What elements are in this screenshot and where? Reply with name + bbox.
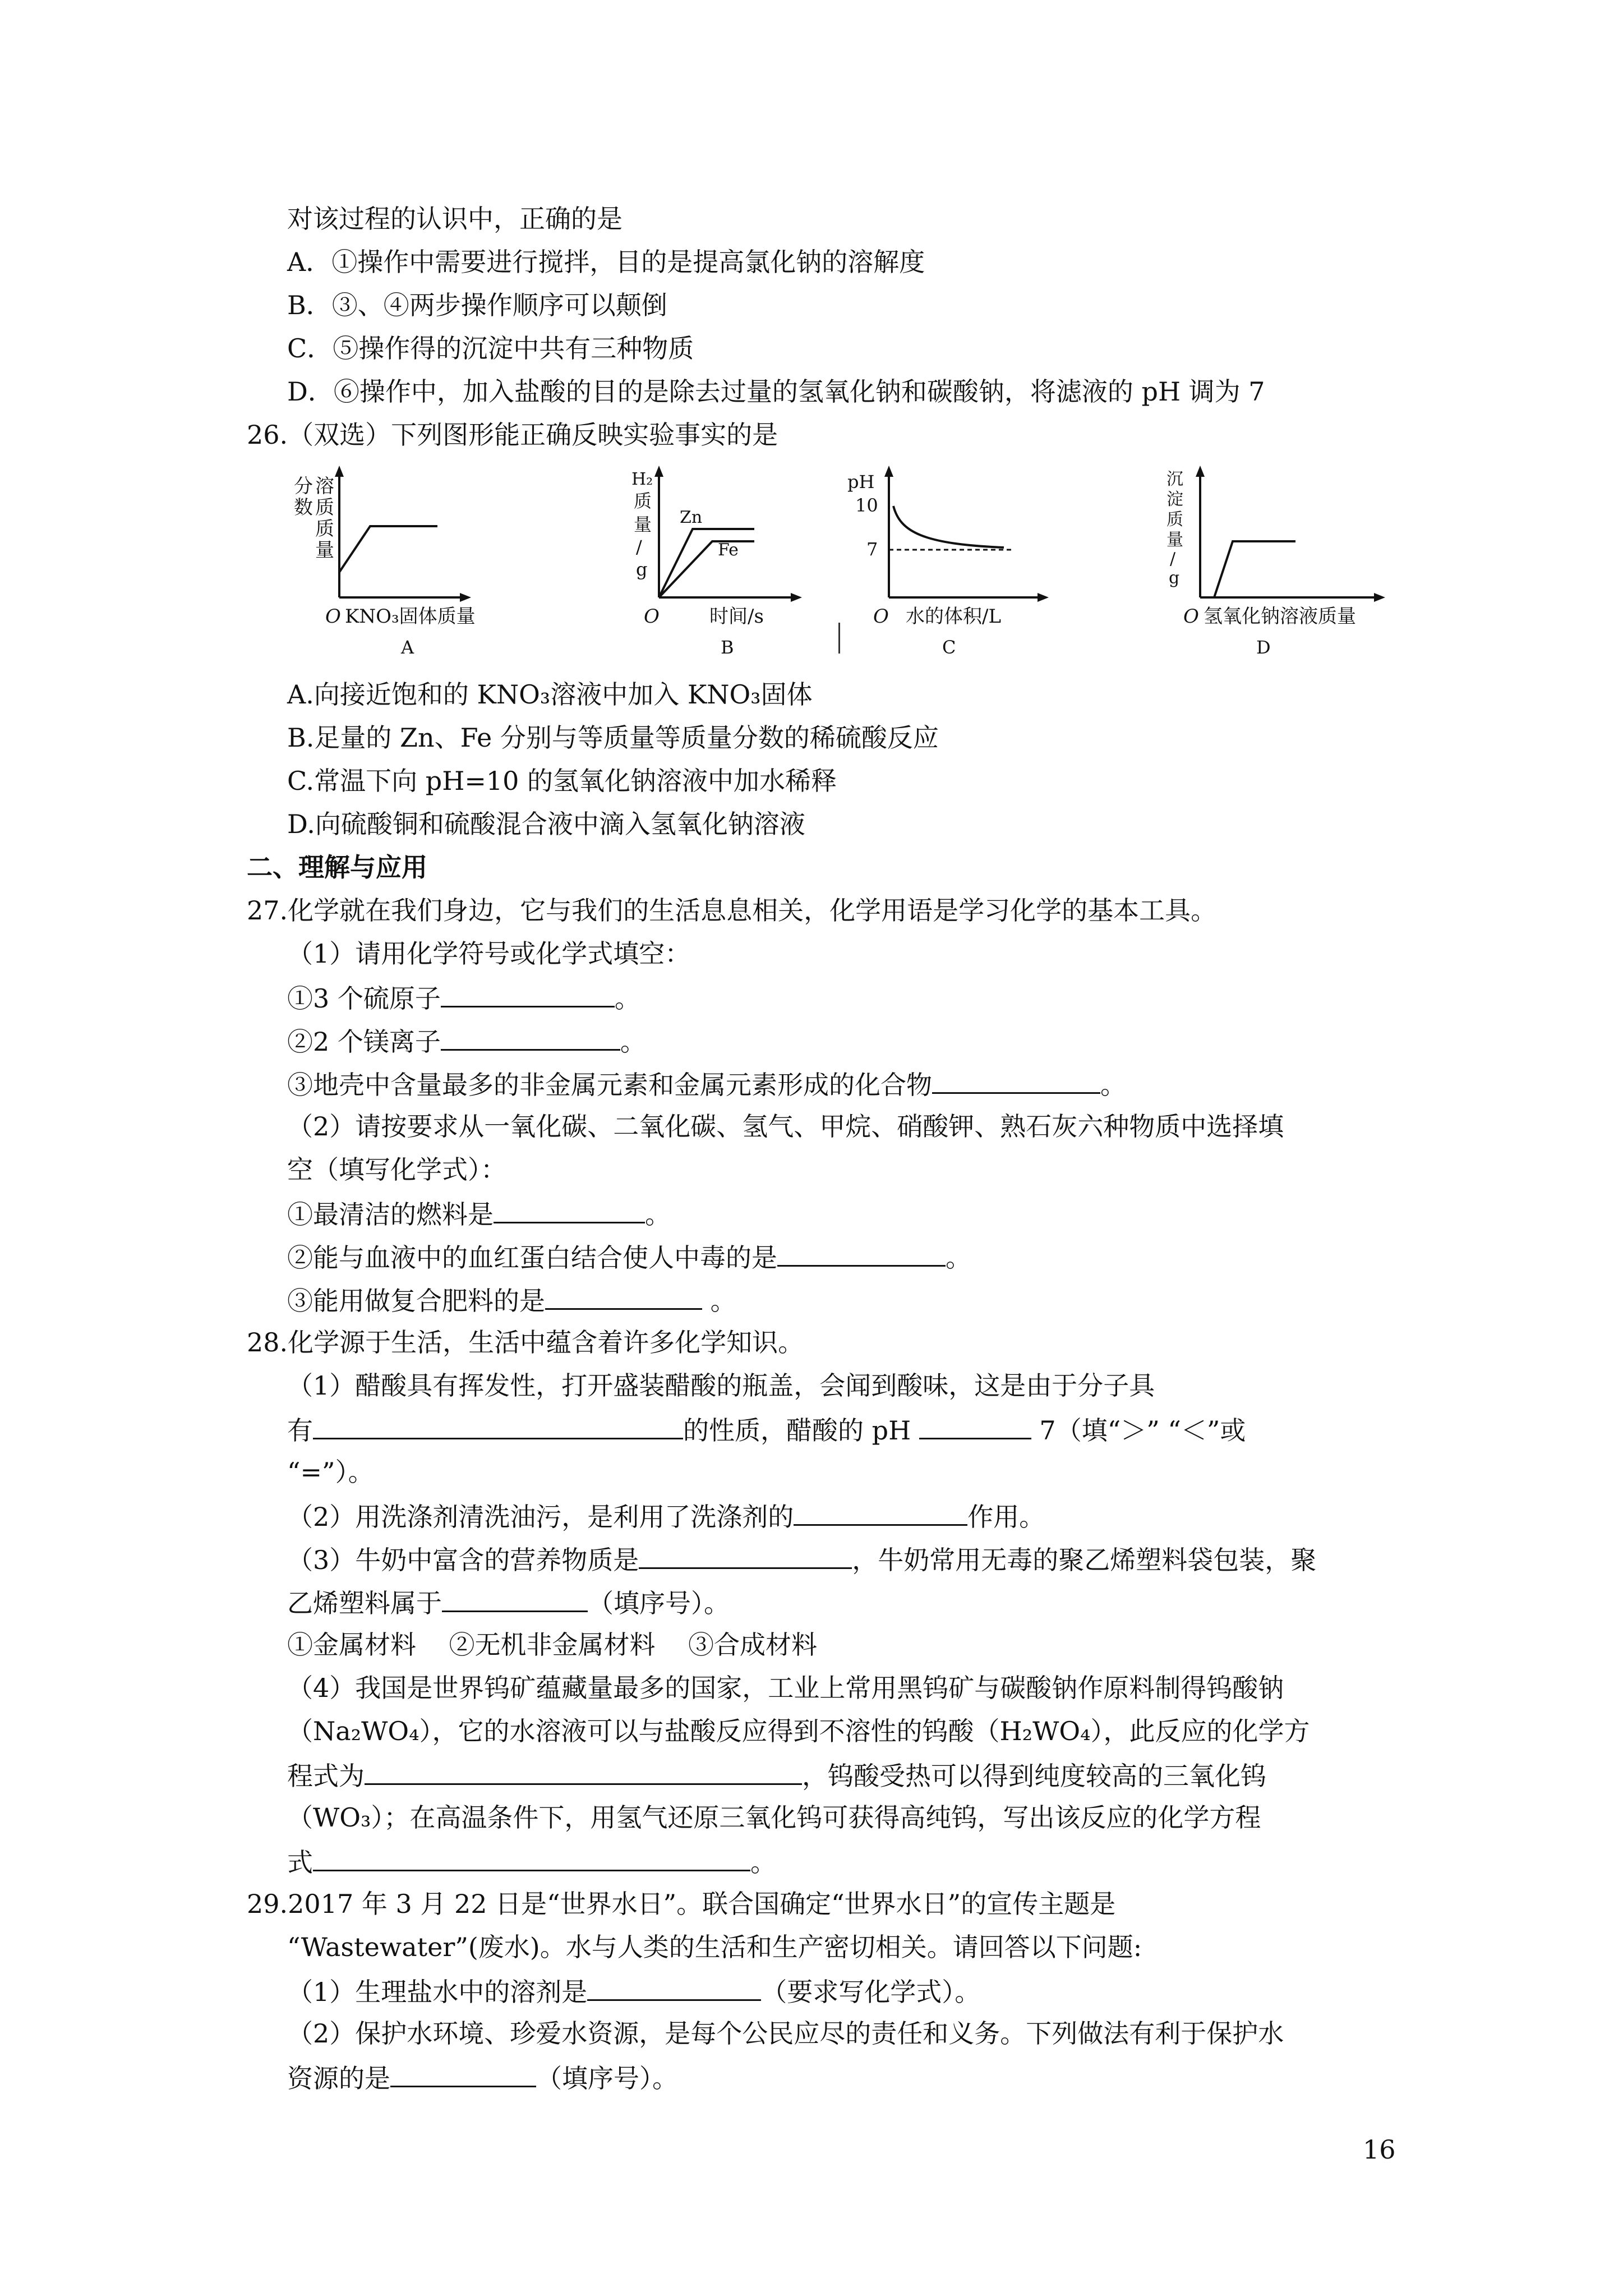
q27-2a [287,1196,671,1231]
q28-1b-blank-2[interactable] [919,1412,1031,1439]
graph-d-y-label-5: / [1170,549,1176,569]
graph-d [1155,460,1413,656]
q28-1b-pre: 有 [287,1415,313,1446]
graph-b-y-label-2: 量 [634,514,652,535]
q25-option-a: A．①操作中需要进行搅拌，目的是提高氯化钠的溶解度 [287,247,925,277]
graph-a [286,460,544,656]
q27-1a-text: ①3 个硫原子 [287,983,441,1014]
q29-part1 [287,1973,980,2009]
graph-b-line-zn: Zn [680,508,703,527]
q27-2b-blank[interactable] [777,1239,946,1267]
q28-3b-pre: 乙烯塑料属于 [287,1588,442,1618]
q27-part1: （1）请用化学符号或化学式填空： [287,938,691,969]
q26-option-d: D.向硫酸铜和硫酸混合液中滴入氢氧化钠溶液 [287,809,805,839]
q27-2b-period: 。 [946,1243,971,1273]
q27-1a-period: 。 [614,983,640,1014]
graph-d-y-label-3: 质 [1166,510,1183,530]
q29-part2-b [287,2060,678,2095]
graph-d-caption: D [1256,637,1271,656]
graph-b [617,460,830,656]
graph-a-y-label-3: 质 [315,518,334,540]
q27-1a [287,980,640,1015]
graph-b-x-label: 时间/s [709,605,764,628]
q26-stem: 26.（双选）下列图形能正确反映实验事实的是 [247,420,778,450]
graph-c [844,460,1068,656]
q28-part4-c [287,1757,1266,1793]
q27-1b-period: 。 [620,1027,646,1057]
graph-c-tick-7: 7 [866,539,878,560]
q28-1b-mid: 的性质，醋酸的 pH [683,1415,919,1446]
q28-2-post: 作用。 [967,1502,1045,1532]
q28-part3-b [287,1585,730,1620]
graph-separator [838,623,840,654]
q28-2-pre: （2）用洗涤剂清洗油污，是利用了洗涤剂的 [287,1502,794,1532]
graph-a-x-label: KNO₃固体质量 [345,605,476,628]
graph-b-y-label-4: g [636,559,648,580]
q27-2a-text: ①最清洁的燃料是 [287,1199,494,1230]
graph-d-y-label-2: 淀 [1166,490,1183,509]
graph-a-caption: A [401,637,414,656]
q25-option-b: B．③、④两步操作顺序可以颠倒 [287,290,667,320]
q27-1c-period: 。 [1100,1070,1126,1100]
q28-4c-pre: 程式为 [287,1761,365,1791]
q28-part3-a [287,1542,1316,1577]
q28-part1-b [287,1412,1246,1447]
graph-d-y-label-1: 沉 [1166,470,1183,489]
q27-1c-blank[interactable] [932,1066,1100,1094]
q27-1b-text: ②2 个镁离子 [287,1027,441,1057]
q28-part2 [287,1498,1045,1534]
graph-b-line-fe: Fe [718,540,739,560]
q28-4c-post: ，钨酸受热可以得到纯度较高的三氧化钨 [802,1761,1266,1791]
graph-b-y-top: H₂ [631,470,653,489]
graph-c-y-label: pH [847,471,875,493]
q28-4e-blank[interactable] [313,1844,750,1871]
q28-part4-b: （Na₂WO₄），它的水溶液可以与盐酸反应得到不溶性的钨酸（H₂WO₄），此反应的化学方 [287,1716,1310,1746]
q28-2-blank[interactable] [794,1498,967,1526]
q28-1b-post: 7（填“＞” “＜”或 [1031,1415,1246,1446]
graph-d-x-label: 氢氧化钠溶液质量 [1204,605,1356,628]
q28-4e-post: 。 [750,1847,776,1878]
q29-2b-blank[interactable] [390,2060,536,2087]
q29-1-blank[interactable] [587,1973,761,2001]
q25-option-c: C．⑤操作得的沉淀中共有三种物质 [287,333,694,364]
q27-part2-a: （2）请按要求从一氧化碳、二氧化碳、氢气、甲烷、硝酸钾、熟石灰六种物质中选择填 [287,1111,1284,1142]
graph-a-y-label-1: 溶 [315,475,334,498]
q29-2b-pre: 资源的是 [287,2063,390,2093]
graph-c-origin: O [873,605,889,628]
q27-1a-blank[interactable] [441,980,615,1007]
graph-a-y-label-4: 量 [315,539,334,562]
section-2-heading: 二、理解与应用 [247,852,427,882]
q27-1b [287,1023,646,1059]
graph-d-origin: O [1183,605,1199,628]
q28-stem: 28.化学源于生活，生活中蕴含着许多化学知识。 [247,1327,804,1358]
q25-stem: 对该过程的认识中，正确的是 [287,204,623,234]
q29-1-post: （要求写化学式）。 [761,1977,981,2007]
q28-3a-pre: （3）牛奶中富含的营养物质是 [287,1545,639,1575]
q27-2b-text: ②能与血液中的血红蛋白结合使人中毒的是 [287,1243,777,1273]
q28-3a-blank[interactable] [639,1542,852,1569]
q29-stem-a: 29.2017 年 3 月 22 日是“世界水日”。联合国确定“世界水日”的宣传主题是 [247,1889,1116,1919]
q29-part2-a: （2）保护水环境、珍爱水资源，是每个公民应尽的责任和义务。下列做法有利于保护水 [287,2018,1284,2049]
graph-c-caption: C [942,637,956,656]
q26-option-b: B.足量的 Zn、Fe 分别与等质量等质量分数的稀硫酸反应 [287,723,939,753]
q28-3b-post: （填序号）。 [588,1588,730,1618]
graph-b-origin: O [644,605,660,628]
graph-c-tick-10: 10 [855,495,878,516]
q27-2c [287,1282,736,1318]
graph-b-y-label-1: 质 [634,490,652,512]
q27-2b [287,1239,971,1274]
graph-a-y-label-2: 质 [315,496,334,519]
q27-1b-blank[interactable] [441,1023,620,1051]
q28-part4-a: （4）我国是世界钨矿蕴藏量最多的国家，工业上常用黑钨矿与碳酸钠作原料制得钨酸钠 [287,1673,1284,1703]
graph-a-y-prefix-1: 分 [294,475,313,498]
graph-b-y-label-3: / [636,536,642,558]
q27-2c-blank[interactable] [545,1282,702,1310]
q29-stem-b: “Wastewater”(废水)。水与人类的生活和生产密切相关。请回答以下问题: [287,1932,1142,1962]
q29-1-pre: （1）生理盐水中的溶剂是 [287,1977,588,2007]
graph-d-y-label-4: 量 [1166,530,1183,550]
graph-c-x-label: 水的体积/L [906,605,1002,628]
q26-option-c: C.常温下向 pH=10 的氢氧化钠溶液中加水稀释 [287,766,837,796]
q26-option-a: A.向接近饱和的 KNO₃溶液中加入 KNO₃固体 [287,679,813,710]
q28-3b-blank[interactable] [442,1585,588,1612]
q28-part1-c: “=”）。 [287,1457,374,1487]
q28-part3-options: ①金属材料 ②无机非金属材料 ③合成材料 [287,1630,817,1660]
q27-2a-blank[interactable] [494,1196,645,1223]
q27-2c-period: 。 [702,1286,736,1316]
q27-stem: 27.化学就在我们身边，它与我们的生活息息相关，化学用语是学习化学的基本工具。 [247,895,1217,926]
q27-part2-b: 空（填写化学式）： [287,1154,506,1185]
q27-2a-period: 。 [645,1199,671,1230]
q28-part4-e [287,1844,776,1879]
page-number: 16 [1363,2134,1396,2165]
q27-1c [287,1066,1126,1102]
q29-2b-post: （填序号）。 [536,2063,678,2093]
graph-a-y-prefix-2: 数 [294,496,313,519]
q28-3a-post: ，牛奶常用无毒的聚乙烯塑料袋包装，聚 [852,1545,1317,1575]
q27-2c-text: ③能用做复合肥料的是 [287,1286,545,1316]
graph-b-caption: B [721,637,734,656]
q28-part4-d: （WO₃）；在高温条件下，用氢气还原三氧化钨可获得高纯钨，写出该反应的化学方程 [287,1802,1261,1833]
q28-1b-blank-1[interactable] [313,1412,683,1439]
q28-4e-pre: 式 [287,1847,313,1878]
q28-4c-blank[interactable] [365,1757,802,1785]
q25-option-d: D．⑥操作中，加入盐酸的目的是除去过量的氢氧化钠和碳酸钠，将滤液的 pH 调为 7 [287,376,1265,407]
graph-a-origin: O [325,605,341,628]
graph-d-y-label-6: g [1169,568,1180,588]
q28-part1-a: （1）醋酸具有挥发性，打开盛装醋酸的瓶盖，会闻到酸味，这是由于分子具 [287,1370,1155,1401]
q27-1c-text: ③地壳中含量最多的非金属元素和金属元素形成的化合物 [287,1070,932,1100]
